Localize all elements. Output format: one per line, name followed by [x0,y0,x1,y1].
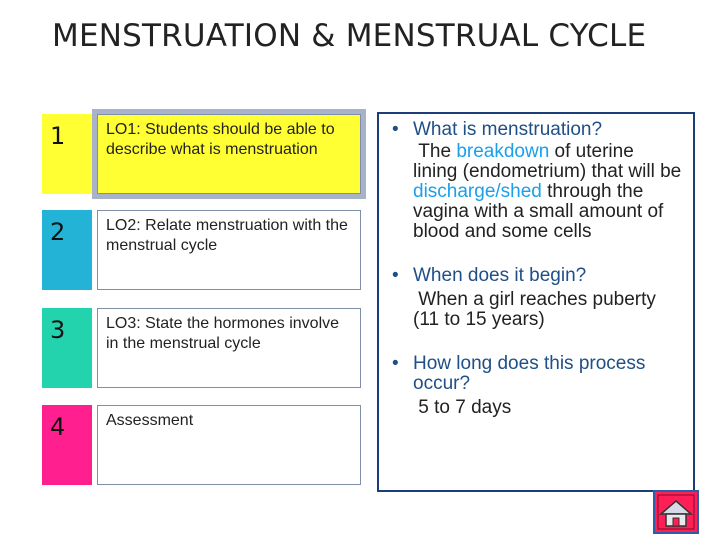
objective-4: Assessment [97,405,361,485]
objective-number-2 [42,210,92,290]
objective-1: LO1: Students should be able to describe what is menstruation [97,114,361,194]
home-icon [655,492,697,532]
question-2 [389,266,683,286]
answer-1-highlight-breakdown: breakdown [456,141,550,162]
question-2-text: When does it begin? [413,265,587,286]
bullet-icon: • [392,119,399,140]
answer-3 [389,398,683,418]
objective-number-4-label: 4 [50,413,66,441]
answer-2-text: When a girl reaches puberty (11 to 15 years) [413,289,656,330]
answer-1-highlight-shed: discharge/shed [413,181,542,202]
answer-1-part-c: through the vagina with a small amount of blood and some cells [413,181,664,242]
answer-1-part-a: The [418,141,457,162]
objective-number-2-label: 2 [50,218,66,246]
objective-number-1-label: 1 [50,122,66,150]
answer-2 [389,290,683,330]
answer-1-part-b: of uterine lining (endometrium) that will be [413,141,682,182]
answer-1 [389,142,683,242]
answer-3-text: 5 to 7 days [418,397,512,418]
objective-number-3-label: 3 [50,316,66,344]
objective-3: LO3: State the hormones involve in the menstrual cycle [97,308,361,388]
question-1 [389,120,683,140]
slide-title: MENSTRUATION & MENSTRUAL CYCLE [52,18,647,54]
question-1-text: What is menstruation? [413,119,603,140]
bullet-icon: • [392,265,399,286]
content-panel [377,112,695,492]
bullet-icon: • [392,353,399,374]
objective-number-1 [42,114,92,194]
question-3 [389,354,683,394]
home-button[interactable] [653,490,699,534]
objective-number-4 [42,405,92,485]
question-3-text: How long does this process occur? [413,353,646,394]
objective-2: LO2: Relate menstruation with the menstrual cycle [97,210,361,290]
objective-number-3 [42,308,92,388]
